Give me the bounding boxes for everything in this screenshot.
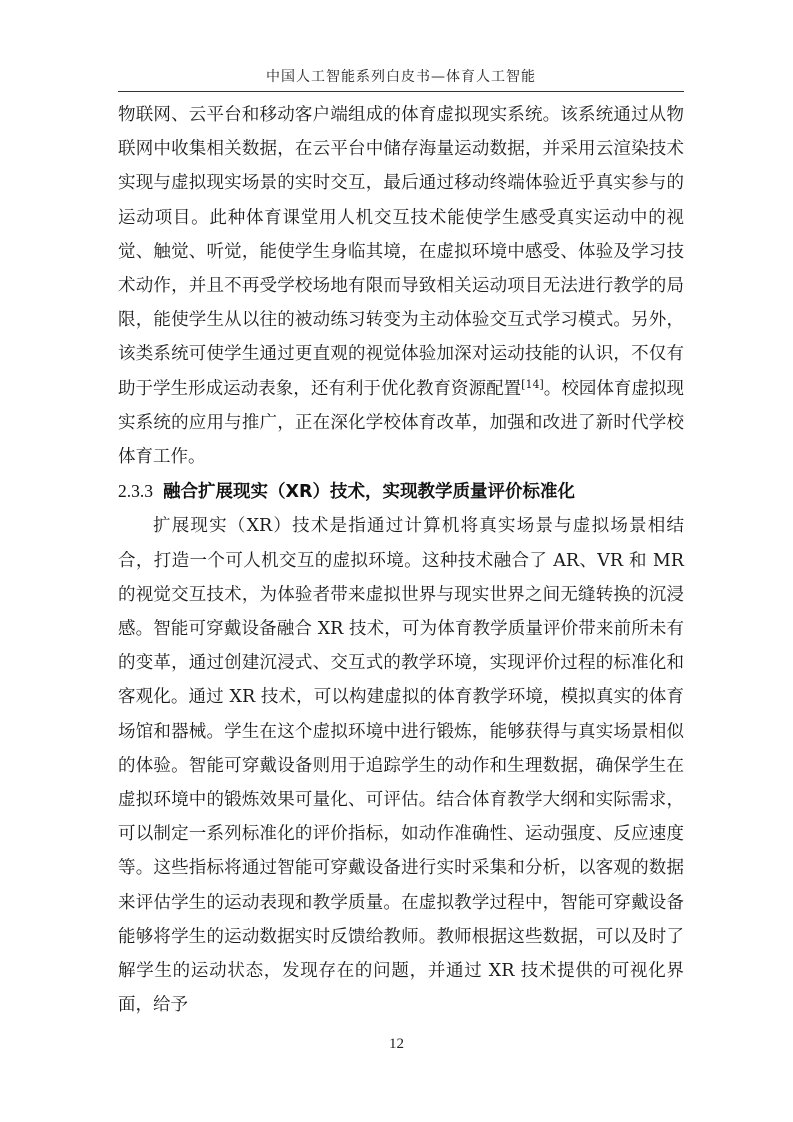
- section-number: 2.3.3: [118, 481, 153, 502]
- paragraph: 扩展现实（XR）技术是指通过计算机将真实场景与虚拟场景相结合，打造一个可人机交互的虚拟环境。这种技术融合了 AR、VR 和 MR 的视觉交互技术，为体验者带来虚拟世界与现实世界之间无缝转换的沉浸感。智能可穿戴设备融合 XR 技术，可为体育教学质量评价带来前所未有的变革，通过创建沉浸式、交互式的教学环境，实现评价过程的标准化和客观化。通过 XR 技术，可以构建虚拟的体育教学环境，模拟真实的体育场馆和器械。学生在这个虚拟环境中进行锻炼，能够获得与真实场景相似的体验。智能可穿戴设备则用于追踪学生的动作和生理数据，确保学生在虚拟环境中的锻炼效果可量化、可评估。结合体育教学大纲和实际需求，可以制定一系列标准化的评价指标，如动作准确性、运动强度、反应速度等。这些指标将通过智能可穿戴设备进行实时采集和分析，以客观的数据来评估学生的运动表现和教学质量。在虚拟教学过程中，智能可穿戴设备能够将学生的运动数据实时反馈给教师。教师根据这些数据，可以及时了解学生的运动状态，发现存在的问题，并通过 XR 技术提供的可视化界面，给予: [118, 516, 684, 1016]
- header-rule: [118, 91, 684, 92]
- body-text: [118, 98, 684, 1022]
- running-header: 中国人工智能系列白皮书—体育人工智能: [266, 69, 536, 85]
- paragraph-text-tail: 。校园体育虚拟现实系统的应用与推广，正在深化学校体育改革，加强和改进了新时代学校体育工作。: [118, 378, 684, 468]
- page-number: 12: [389, 1036, 404, 1052]
- section-title: 融合扩展现实（XR）技术，实现教学质量评价标准化: [163, 482, 575, 503]
- section-heading: [118, 474, 684, 509]
- paragraph-continued: [118, 98, 684, 474]
- paragraph-text: 物联网、云平台和移动客户端组成的体育虚拟现实系统。该系统通过从物联网中收集相关数据，在云平台中储存海量运动数据，并采用云渲染技术实现与虚拟现实场景的实时交互，最后通过移动终端体验近乎真实参与的运动项目。此种体育课堂用人机交互技术能使学生感受真实运动中的视觉、触觉、听觉，能使学生身临其境，在虚拟环境中感受、体验及学习技术动作，并且不再受学校场地有限而导致相关运动项目无法进行教学的局限，能使学生从以往的被动练习转变为主动体验交互式学习模式。另外，该类系统可使学生通过更直观的视觉体验加深对运动技能的认识，不仅有助于学生形成运动表象，还有利于优化教育资源配置: [118, 105, 684, 399]
- citation-reference[interactable]: [14]: [521, 377, 544, 391]
